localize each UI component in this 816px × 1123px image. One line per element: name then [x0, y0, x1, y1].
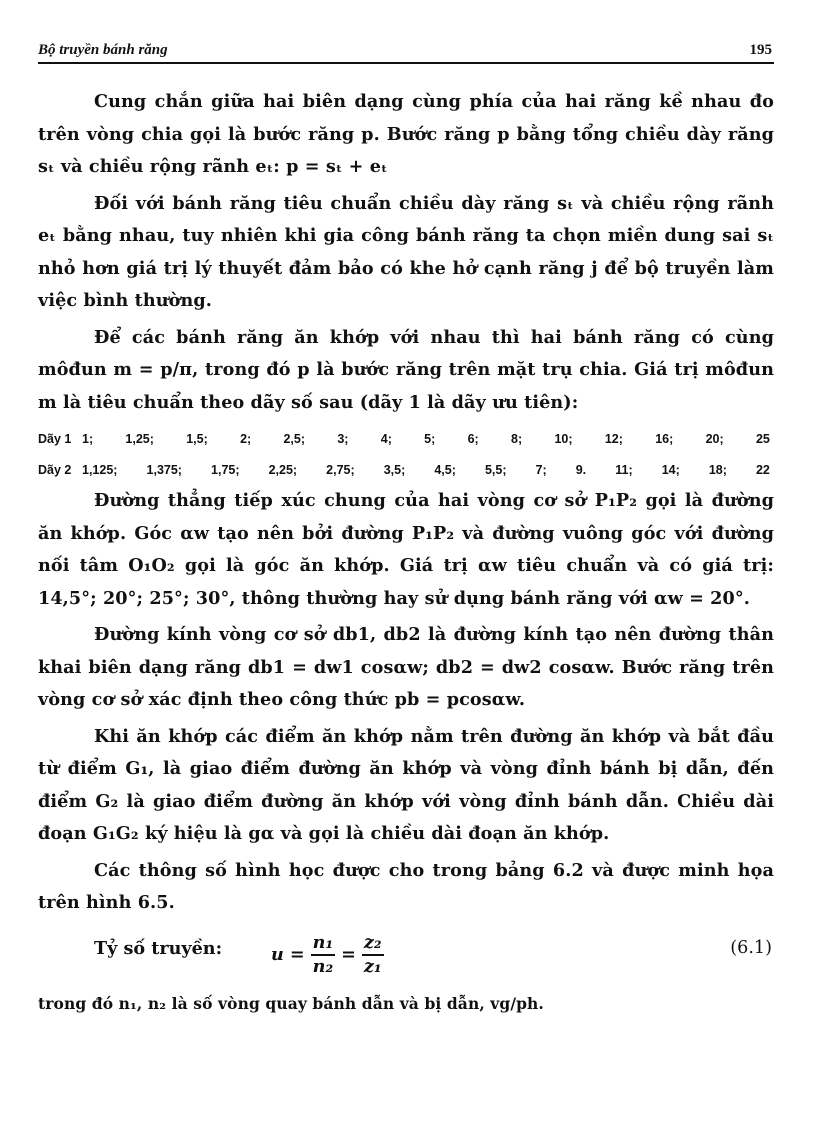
- series-value: 1,75;: [211, 462, 240, 477]
- series-value: 25: [755, 431, 770, 446]
- series-value: 2;: [240, 431, 252, 446]
- series-value: 5,5;: [484, 462, 507, 477]
- fraction-denominator: z₁: [363, 955, 382, 977]
- series-value: 18;: [708, 462, 727, 477]
- fraction-teeth: [362, 932, 384, 978]
- series-values: [82, 463, 774, 477]
- fraction-speed: [311, 932, 336, 978]
- series-value: 22: [755, 462, 770, 477]
- paragraph-table-reference: Các thông số hình học được cho trong bảng 6.2 và được minh họa trên hình 6.5.: [38, 859, 774, 913]
- series-value: 4,5;: [434, 462, 456, 477]
- series-value: 14;: [661, 462, 680, 477]
- header-rule: [38, 62, 774, 64]
- series-value: 1,375;: [146, 462, 182, 477]
- paragraph-pitch: Cung chắn giữa hai biên dạng cùng phía của hai răng kề nhau đo trên vòng chia gọi là bước răng p. Bước răng p bằng tổng chiều dày răng sₜ và chiều rộng rãnh eₜ: p = sₜ + eₜ: [38, 91, 774, 177]
- series-value: 1,25;: [125, 431, 154, 446]
- page-body: [38, 86, 774, 1024]
- fraction-numerator: z₂: [362, 932, 384, 956]
- series-value: 1,125;: [82, 462, 118, 477]
- series-value: 2,5;: [283, 431, 306, 446]
- series-value: 7;: [535, 462, 547, 477]
- paragraph-module: Để các bánh răng ăn khớp với nhau thì hai bánh răng có cùng môđun m = p/π, trong đó p là bước răng trên mặt trụ chia. Giá trị môđun m là tiêu chuẩn theo dãy số sau (dãy 1 là dãy ưu tiên):: [38, 326, 774, 413]
- series-value: 5;: [424, 431, 436, 446]
- formula-lhs: u =: [271, 944, 305, 965]
- series-row-1: [38, 423, 774, 454]
- paragraph-tooth-thickness: Đối với bánh răng tiêu chuẩn chiều dày răng sₜ và chiều rộng rãnh eₜ bằng nhau, tuy nhiên khi gia công bánh răng ta chọn miền dung sai sₜ nhỏ hơn giá trị lý thuyết đảm bảo có khe hở cạnh răng j để bộ truyền làm việc bình thường.: [38, 192, 774, 311]
- formula-expression: [271, 926, 390, 984]
- module-series: [38, 423, 774, 485]
- fraction-numerator: n₁: [311, 932, 336, 956]
- series-row-2: [38, 454, 774, 485]
- gear-ratio-formula: [38, 926, 774, 984]
- page-header: [38, 38, 774, 64]
- equation-number: (6.1): [730, 937, 772, 958]
- series-value: 3;: [337, 431, 349, 446]
- series-value: 3,5;: [383, 462, 406, 477]
- series-value: 10;: [554, 431, 573, 446]
- series-label: Dãy 2: [38, 462, 72, 477]
- page-number: 195: [749, 42, 772, 58]
- closing-sentence: trong đó n₁, n₂ là số vòng quay bánh dẫn và bị dẫn, vg/ph.: [38, 993, 544, 1013]
- paragraph-contact-length: Khi ăn khớp các điểm ăn khớp nằm trên đường ăn khớp và bắt đầu từ điểm G₁, là giao điểm đường ăn khớp và vòng đỉnh bánh bị dẫn, đến điểm G₂ là giao điểm đường ăn khớp với vòng đỉnh bánh dẫn. Chiều dài đoạn G₁G₂ ký hiệu là gα và gọi là chiều dài đoạn ăn khớp.: [38, 725, 774, 844]
- series-value: 1,5;: [186, 431, 208, 446]
- series-value: 6;: [467, 431, 479, 446]
- series-value: 2,25;: [268, 462, 298, 477]
- fraction-denominator: n₂: [312, 955, 334, 977]
- paragraph-base-circle: Đường kính vòng cơ sở db1, db2 là đường kính tạo nên đường thân khai biên dạng răng db1 = dw1 cosαw; db2 = dw2 cosαw. Bước răng trên vòng cơ sở xác định theo công thức pb = pcosαw.: [38, 624, 774, 710]
- chapter-title: Bộ truyền bánh răng: [38, 42, 168, 58]
- series-value: 12;: [604, 431, 623, 446]
- series-value: 4;: [380, 431, 392, 446]
- series-value: 20;: [705, 431, 724, 446]
- series-value: 1;: [82, 431, 94, 446]
- formula-label: Tỷ số truyền:: [94, 937, 223, 959]
- paragraph-line-of-action: Đường thẳng tiếp xúc chung của hai vòng cơ sở P₁P₂ gọi là đường ăn khớp. Góc αw tạo nên bởi đường P₁P₂ và đường vuông góc với đường nối tâm O₁O₂ gọi là góc ăn khớp. Giá trị αw tiêu chuẩn và có giá trị: 14,5°; 20°; 25°; 30°, thông thường hay sử dụng bánh răng với αw = 20°.: [38, 490, 774, 609]
- series-values: [82, 432, 774, 446]
- series-value: 16;: [655, 431, 674, 446]
- series-value: 11;: [615, 462, 633, 477]
- formula-equals: =: [341, 944, 356, 965]
- series-value: 2,75;: [326, 462, 355, 477]
- series-value: 8;: [511, 431, 523, 446]
- series-label: Dãy 1: [38, 431, 72, 446]
- series-value: 9.: [575, 462, 587, 477]
